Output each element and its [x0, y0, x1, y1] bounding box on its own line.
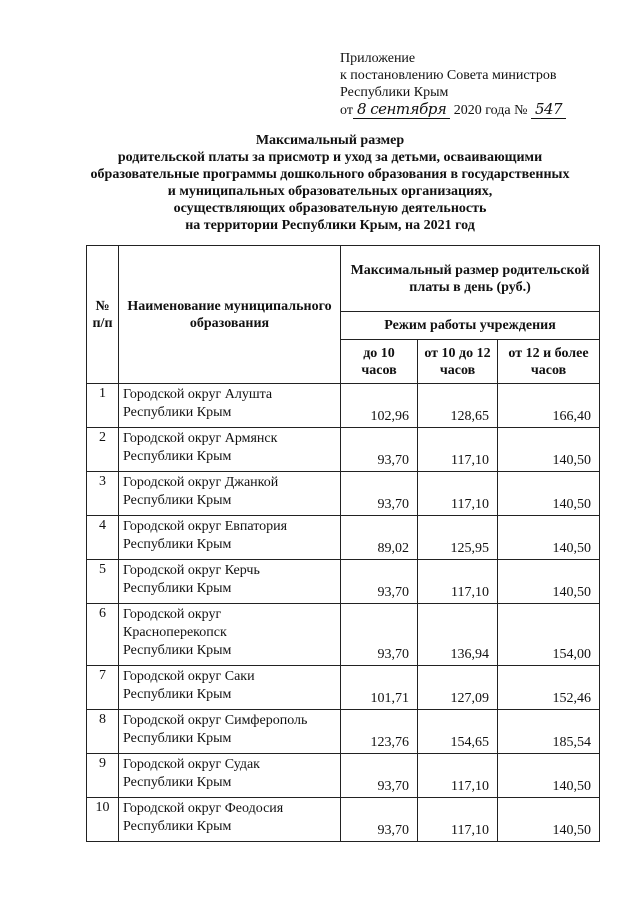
- row-value-1: 101,71: [341, 666, 418, 710]
- row-value-2: 127,09: [418, 666, 498, 710]
- appendix-line: к постановлению Совета министров: [340, 68, 557, 83]
- row-value-1: 93,70: [341, 428, 418, 472]
- row-value-2: 136,94: [418, 604, 498, 666]
- row-value-1: 93,70: [341, 472, 418, 516]
- row-value-1: 102,96: [341, 384, 418, 428]
- row-value-3: 152,46: [498, 666, 600, 710]
- fees-table: [86, 245, 600, 842]
- row-value-2: 128,65: [418, 384, 498, 428]
- row-num: 9: [87, 754, 119, 798]
- appendix-line: Приложение: [340, 51, 416, 66]
- table-row: [87, 516, 600, 560]
- row-value-1: 93,70: [341, 754, 418, 798]
- table-row: [87, 754, 600, 798]
- header-col-2: от 10 до 12 часов: [418, 340, 498, 384]
- row-value-2: 117,10: [418, 560, 498, 604]
- appendix-date-line: [340, 101, 566, 119]
- row-value-3: 140,50: [498, 798, 600, 842]
- title-line: осуществляющих образовательную деятельность: [173, 201, 487, 216]
- table-row: [87, 666, 600, 710]
- row-name: Городской округ Саки Республики Крым: [119, 666, 341, 710]
- row-name: Городской округ Судак Республики Крым: [119, 754, 341, 798]
- handwritten-date: 8 сентября: [353, 101, 450, 119]
- row-value-1: 93,70: [341, 560, 418, 604]
- date-prefix: от: [340, 103, 353, 118]
- table-row: [87, 604, 600, 666]
- row-name: Городской округ Армянск Республики Крым: [119, 428, 341, 472]
- table-row: [87, 428, 600, 472]
- header-mode: Режим работы учреждения: [341, 312, 600, 340]
- row-value-3: 140,50: [498, 560, 600, 604]
- table-row: [87, 472, 600, 516]
- handwritten-number: 547: [531, 101, 566, 119]
- row-value-1: 89,02: [341, 516, 418, 560]
- table-row: [87, 384, 600, 428]
- row-num: 3: [87, 472, 119, 516]
- appendix-line: Республики Крым: [340, 85, 449, 100]
- row-value-3: 154,00: [498, 604, 600, 666]
- row-value-3: 185,54: [498, 710, 600, 754]
- table-row: [87, 710, 600, 754]
- date-year: 2020 года №: [453, 103, 528, 118]
- row-value-1: 123,76: [341, 710, 418, 754]
- appendix-block: [340, 50, 566, 119]
- row-value-1: 93,70: [341, 798, 418, 842]
- row-value-2: 154,65: [418, 710, 498, 754]
- row-value-3: 140,50: [498, 754, 600, 798]
- title-line: на территории Республики Крым, на 2021 год: [185, 218, 475, 233]
- row-num: 6: [87, 604, 119, 666]
- header-max-size: Максимальный размер родительской платы в день (руб.): [341, 246, 600, 312]
- row-name: Городской округ Красноперекопск Республики Крым: [119, 604, 341, 666]
- header-num: № п/п: [87, 246, 119, 384]
- row-num: 2: [87, 428, 119, 472]
- row-name: Городской округ Евпатория Республики Крым: [119, 516, 341, 560]
- row-value-2: 117,10: [418, 798, 498, 842]
- row-num: 7: [87, 666, 119, 710]
- row-value-3: 166,40: [498, 384, 600, 428]
- row-value-3: 140,50: [498, 472, 600, 516]
- row-name: Городской округ Алушта Республики Крым: [119, 384, 341, 428]
- row-num: 4: [87, 516, 119, 560]
- row-num: 1: [87, 384, 119, 428]
- title-line: Максимальный размер: [255, 133, 405, 148]
- header-col-3: от 12 и более часов: [498, 340, 600, 384]
- row-name: Городской округ Керчь Республики Крым: [119, 560, 341, 604]
- row-value-2: 125,95: [418, 516, 498, 560]
- title-line: и муниципальных образовательных организациях,: [167, 184, 493, 199]
- row-name: Городской округ Феодосия Республики Крым: [119, 798, 341, 842]
- title-line: родительской платы за присмотр и уход за детьми, осваивающими: [117, 150, 543, 165]
- header-name: Наименование муниципального образования: [119, 246, 341, 384]
- row-num: 8: [87, 710, 119, 754]
- row-num: 5: [87, 560, 119, 604]
- row-value-2: 117,10: [418, 428, 498, 472]
- title-line: образовательные программы дошкольного образования в государственных: [90, 167, 570, 182]
- row-value-2: 117,10: [418, 754, 498, 798]
- row-name: Городской округ Джанкой Республики Крым: [119, 472, 341, 516]
- row-value-3: 140,50: [498, 428, 600, 472]
- header-col-1: до 10 часов: [341, 340, 418, 384]
- table-row: [87, 798, 600, 842]
- row-value-1: 93,70: [341, 604, 418, 666]
- row-name: Городской округ Симферополь Республики Крым: [119, 710, 341, 754]
- row-num: 10: [87, 798, 119, 842]
- document-title: [60, 132, 600, 234]
- row-value-3: 140,50: [498, 516, 600, 560]
- table-row: [87, 560, 600, 604]
- row-value-2: 117,10: [418, 472, 498, 516]
